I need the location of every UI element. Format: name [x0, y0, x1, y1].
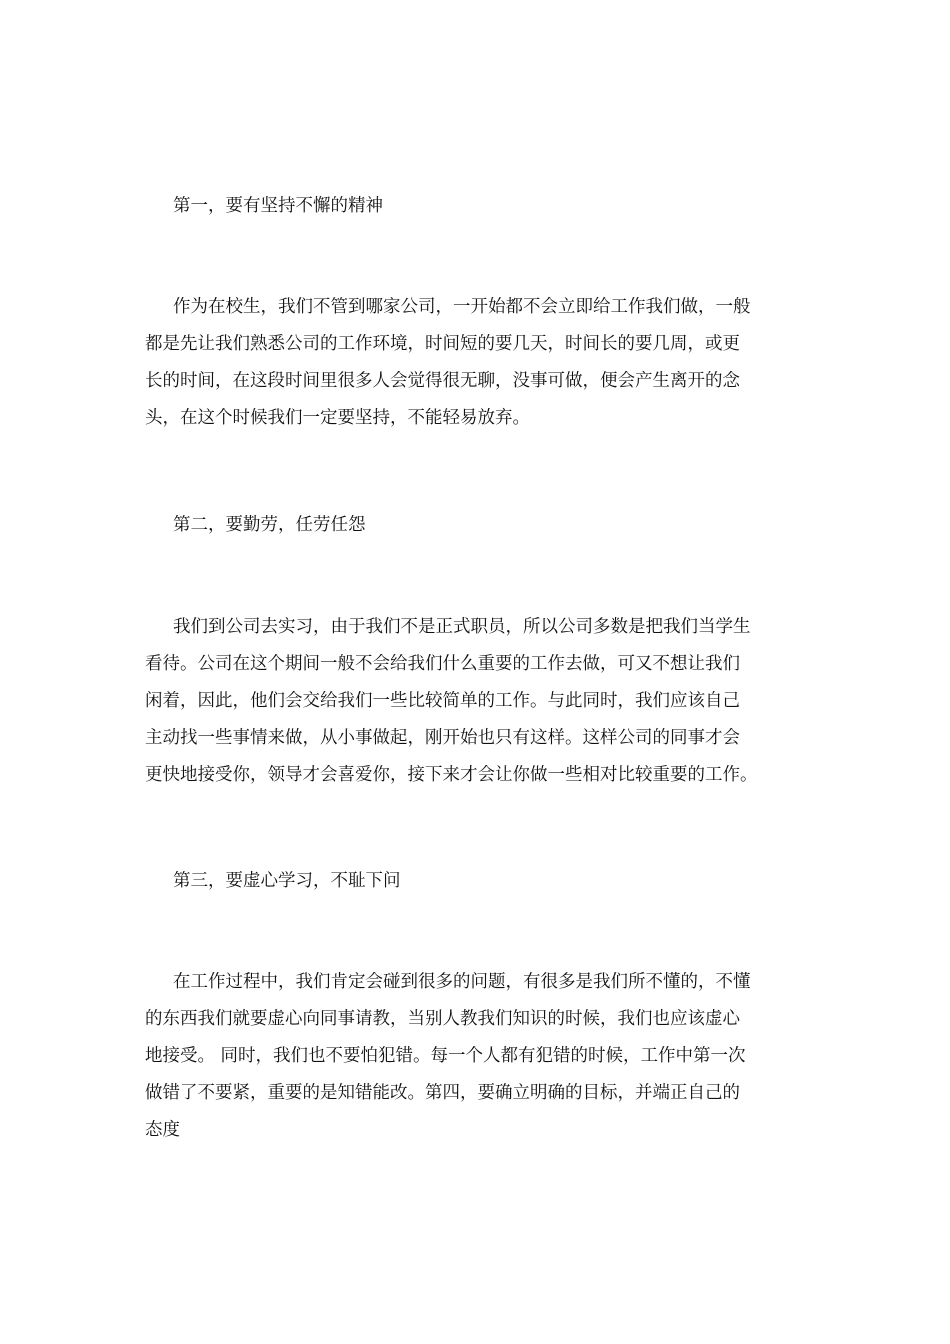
section-2-heading: 第二，要勤劳，任劳任怨 [173, 515, 366, 535]
paragraph-line: 长的时间，在这段时间里很多人会觉得很无聊，没事可做，便会产生离开的念 [145, 371, 740, 391]
paragraph-line: 主动找一些事情来做，从小事做起，刚开始也只有这样。这样公司的同事才会 [145, 728, 740, 748]
paragraph-line: 作为在校生，我们不管到哪家公司，一开始都不会立即给工作我们做，一般 [173, 297, 751, 317]
paragraph-line: 我们到公司去实习，由于我们不是正式职员，所以公司多数是把我们当学生 [173, 617, 751, 637]
section-2-paragraph [145, 609, 815, 794]
paragraph-line: 态度 [145, 1120, 180, 1140]
paragraph-line: 的东西我们就要虚心向同事请教，当别人教我们知识的时候，我们也应该虚心 [145, 1009, 740, 1029]
paragraph-line: 做错了不要紧，重要的是知错能改。第四，要确立明确的目标，并端正自己的 [145, 1083, 740, 1103]
paragraph-line: 更快地接受你，领导才会喜爱你，接下来才会让你做一些相对比较重要的工作。 [145, 765, 758, 785]
paragraph-line: 看待。公司在这个期间一般不会给我们什么重要的工作去做，可又不想让我们 [145, 654, 740, 674]
section-3-heading: 第三，要虚心学习，不耻下问 [173, 871, 401, 891]
paragraph-line: 头，在这个时候我们一定要坚持，不能轻易放弃。 [145, 408, 530, 428]
paragraph-line: 都是先让我们熟悉公司的工作环境，时间短的要几天，时间长的要几周，或更 [145, 334, 740, 354]
section-3-paragraph [145, 964, 815, 1149]
section-1-paragraph [145, 289, 815, 437]
paragraph-line: 在工作过程中，我们肯定会碰到很多的问题，有很多是我们所不懂的，不懂 [173, 972, 751, 992]
paragraph-line: 地接受。 同时，我们也不要怕犯错。每一个人都有犯错的时候，工作中第一次 [145, 1046, 746, 1066]
paragraph-line: 闲着，因此，他们会交给我们一些比较简单的工作。与此同时，我们应该自己 [145, 691, 740, 711]
section-1-heading: 第一，要有坚持不懈的精神 [173, 196, 383, 216]
